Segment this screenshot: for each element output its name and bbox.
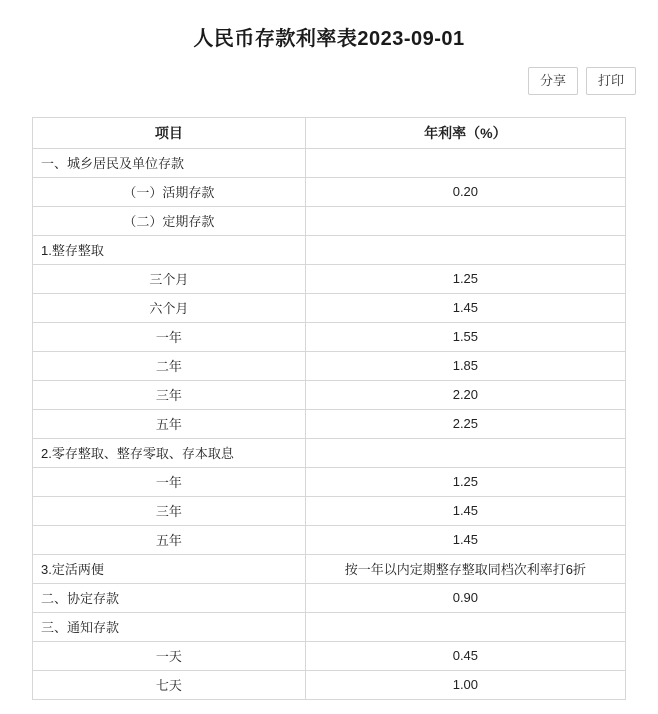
cell-item: 一年 xyxy=(33,322,306,351)
cell-item: 一天 xyxy=(33,641,306,670)
table-row xyxy=(33,148,626,177)
table-row xyxy=(33,177,626,206)
cell-item: 三个月 xyxy=(33,264,306,293)
cell-item: 1.整存整取 xyxy=(33,235,306,264)
cell-item: 三、通知存款 xyxy=(33,612,306,641)
table-row xyxy=(33,583,626,612)
cell-rate: 0.45 xyxy=(305,641,625,670)
cell-rate xyxy=(305,206,625,235)
table-header-row xyxy=(33,117,626,148)
cell-rate: 1.45 xyxy=(305,293,625,322)
cell-rate: 1.55 xyxy=(305,322,625,351)
cell-item: 六个月 xyxy=(33,293,306,322)
table-row xyxy=(33,351,626,380)
cell-item: 五年 xyxy=(33,525,306,554)
table-row xyxy=(33,235,626,264)
table-row xyxy=(33,612,626,641)
table-header xyxy=(33,117,626,148)
cell-item: （一）活期存款 xyxy=(33,177,306,206)
cell-item: 二、协定存款 xyxy=(33,583,306,612)
cell-item: （二）定期存款 xyxy=(33,206,306,235)
page-title: 人民币存款利率表2023-09-01 xyxy=(193,28,465,50)
cell-rate: 2.20 xyxy=(305,380,625,409)
cell-item: 一、城乡居民及单位存款 xyxy=(33,148,306,177)
print-button[interactable]: 打印 xyxy=(586,67,636,95)
cell-rate: 1.45 xyxy=(305,525,625,554)
cell-item: 一年 xyxy=(33,467,306,496)
cell-rate xyxy=(305,612,625,641)
column-header-rate: 年利率（%） xyxy=(305,117,625,148)
table-row xyxy=(33,467,626,496)
cell-rate xyxy=(305,235,625,264)
cell-item: 三年 xyxy=(33,496,306,525)
table-row xyxy=(33,525,626,554)
table-row xyxy=(33,206,626,235)
cell-item: 2.零存整取、整存零取、存本取息 xyxy=(33,438,306,467)
table-row xyxy=(33,409,626,438)
cell-rate: 1.45 xyxy=(305,496,625,525)
cell-rate xyxy=(305,438,625,467)
table-row xyxy=(33,641,626,670)
table-body xyxy=(33,148,626,699)
cell-item: 五年 xyxy=(33,409,306,438)
deposit-rate-table xyxy=(32,117,626,700)
rate-table-container xyxy=(0,95,658,700)
column-header-item: 项目 xyxy=(33,117,306,148)
table-row xyxy=(33,438,626,467)
table-row xyxy=(33,322,626,351)
table-row xyxy=(33,554,626,583)
share-button[interactable]: 分享 xyxy=(528,67,578,95)
cell-rate: 1.25 xyxy=(305,467,625,496)
cell-item: 三年 xyxy=(33,380,306,409)
cell-rate: 0.20 xyxy=(305,177,625,206)
table-row xyxy=(33,670,626,699)
cell-rate: 2.25 xyxy=(305,409,625,438)
cell-rate: 按一年以内定期整存整取同档次利率打6折 xyxy=(305,554,625,583)
cell-rate: 1.25 xyxy=(305,264,625,293)
cell-item: 二年 xyxy=(33,351,306,380)
table-row xyxy=(33,264,626,293)
toolbar xyxy=(0,51,658,95)
cell-rate: 1.85 xyxy=(305,351,625,380)
cell-rate xyxy=(305,148,625,177)
cell-item: 3.定活两便 xyxy=(33,554,306,583)
cell-item: 七天 xyxy=(33,670,306,699)
table-row xyxy=(33,380,626,409)
table-row xyxy=(33,496,626,525)
cell-rate: 0.90 xyxy=(305,583,625,612)
cell-rate: 1.00 xyxy=(305,670,625,699)
table-row xyxy=(33,293,626,322)
